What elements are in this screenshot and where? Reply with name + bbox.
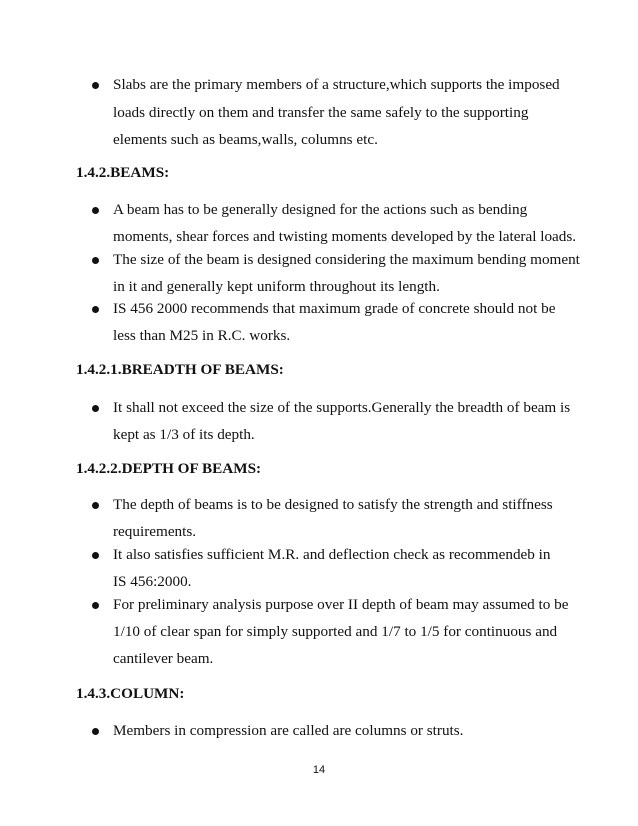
bullet-line: kept as 1/3 of its depth. <box>113 426 255 443</box>
bullet-icon <box>92 82 99 89</box>
bullet-line: in it and generally kept uniform throughout its length. <box>113 278 440 295</box>
bullet-icon <box>92 502 99 509</box>
page-number: 14 <box>312 764 326 776</box>
section-heading-breadth: 1.4.2.1.BREADTH OF BEAMS: <box>76 361 284 378</box>
bullet-line: 1/10 of clear span for simply supported and 1/7 to 1/5 for continuous and <box>113 623 558 640</box>
bullet-line: IS 456:2000. <box>113 573 192 590</box>
bullet-line: moments, shear forces and twisting moments developed by the lateral loads. <box>113 228 577 245</box>
bullet-line: For preliminary analysis purpose over II depth of beam may assumed to be <box>113 596 569 613</box>
bullet-icon <box>92 306 99 313</box>
bullet-line: loads directly on them and transfer the same safely to the supporting <box>113 104 529 121</box>
bullet-line: It also satisfies sufficient M.R. and deflection check as recommendeb in <box>113 546 551 563</box>
bullet-icon <box>92 207 99 214</box>
bullet-line: The depth of beams is to be designed to satisfy the strength and stiffness <box>113 496 553 513</box>
section-heading-column: 1.4.3.COLUMN: <box>76 685 185 702</box>
section-heading-beams: 1.4.2.BEAMS: <box>76 164 170 181</box>
bullet-line: less than M25 in R.C. works. <box>113 327 291 344</box>
bullet-line: It shall not exceed the size of the supports.Generally the breadth of beam is <box>113 399 571 416</box>
bullet-line: The size of the beam is designed considering the maximum bending moment <box>113 251 580 268</box>
bullet-icon <box>92 405 99 412</box>
bullet-icon <box>92 552 99 559</box>
bullet-line: A beam has to be generally designed for the actions such as bending <box>113 201 528 218</box>
bullet-line: elements such as beams,walls, columns etc. <box>113 131 378 148</box>
bullet-line: Members in compression are called are columns or struts. <box>113 722 464 739</box>
bullet-line: requirements. <box>113 523 197 540</box>
bullet-line: cantilever beam. <box>113 650 214 667</box>
section-heading-depth: 1.4.2.2.DEPTH OF BEAMS: <box>76 460 262 477</box>
bullet-icon <box>92 602 99 609</box>
bullet-icon <box>92 728 99 735</box>
bullet-line: IS 456 2000 recommends that maximum grade of concrete should not be <box>113 300 556 317</box>
bullet-line: Slabs are the primary members of a structure,which supports the imposed <box>113 76 560 93</box>
bullet-icon <box>92 257 99 264</box>
